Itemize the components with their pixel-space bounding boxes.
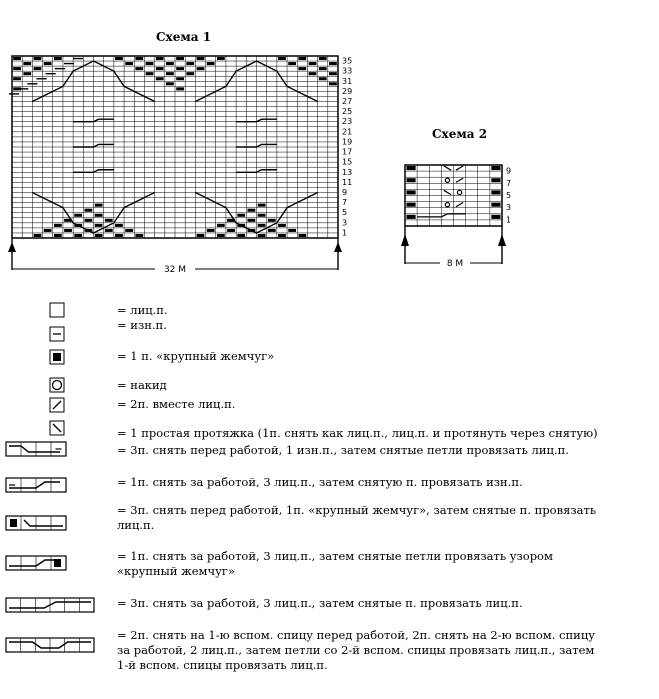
legend-text: = 3п. снять перед работой, 1 изн.п., затем снятые петли провязать лиц.п. — [117, 443, 569, 457]
row-number-label: 15 — [342, 157, 353, 167]
chart1-cells — [12, 56, 338, 238]
chart2-width-label: 8 М — [446, 259, 464, 269]
legend-text: = 1п. снять за работой, 3 лиц.п., затем снятые петли провязать узором «крупный жемчуг» — [117, 549, 553, 578]
row-number-label: 7 — [342, 198, 348, 208]
row-number-label: 29 — [342, 86, 353, 96]
legend-text: = лиц.п. — [117, 303, 168, 317]
cable-2-2-2-icon — [5, 637, 95, 653]
chart2-title: Схема 2 — [432, 127, 488, 141]
row-number-label: 11 — [342, 177, 353, 187]
row-number-label: 31 — [342, 76, 353, 86]
legend-text: = изн.п. — [117, 318, 167, 332]
slash-square-icon — [49, 397, 65, 413]
row-number-label: 3 — [506, 203, 512, 213]
legend-text: = 3п. снять за работой, 3 лиц.п., затем снятые п. провязать лиц.п. — [117, 596, 523, 610]
empty-square-icon — [49, 302, 65, 318]
row-number-label: 35 — [342, 56, 353, 66]
row-number-label: 13 — [342, 167, 353, 177]
filled-square-icon — [49, 349, 65, 365]
row-number-label: 23 — [342, 117, 353, 127]
row-number-label: 19 — [342, 137, 353, 147]
row-number-label: 27 — [342, 97, 353, 106]
row-number-label: 33 — [342, 66, 353, 76]
row-number-label: 1 — [506, 215, 512, 225]
row-number-label: 9 — [342, 188, 348, 197]
legend-text: = 1 простая протяжка (1п. снять как лиц.п., лиц.п. и протянуть через снятую) — [117, 426, 598, 440]
row-number-label: 9 — [506, 166, 512, 176]
row-number-label: 5 — [506, 191, 512, 200]
circle-square-icon — [49, 377, 65, 393]
chart1-row-labels — [342, 57, 352, 238]
backslash-square-icon — [49, 420, 65, 436]
legend-text: = накид — [117, 378, 167, 392]
legend-text: = 2п. вместе лиц.п. — [117, 397, 236, 411]
chart1-title: Схема 1 — [156, 30, 212, 44]
legend-text: = 1п. снять за работой, 3 лиц.п., затем снятую п. провязать изн.п. — [117, 475, 523, 489]
row-number-label: 25 — [342, 107, 353, 117]
cable-right-pearl-icon — [5, 555, 67, 571]
legend-text: = 1 п. «крупный жемчуг» — [117, 349, 275, 363]
legend-text: = 2п. снять на 1-ю вспом. спицу перед работой, 2п. снять на 2-ю вспом. спицу за работой, 2 лиц.п., затем петли со 2-й вспом. спицы провязать лиц.п., затем 1-й вспом. спицы провязать лиц.п. — [117, 628, 595, 672]
legend-text: = 3п. снять перед работой, 1п. «крупный жемчуг», затем снятые п. провязать лиц.п. — [117, 503, 597, 532]
chart1-width-label: 32 М — [163, 265, 187, 275]
chart1-grid — [0, 0, 659, 290]
row-number-label: 17 — [342, 147, 353, 157]
cable-3-3-icon — [5, 597, 95, 613]
cable-left-3-1-icon — [5, 441, 67, 457]
chart1-width-dimension — [8, 238, 342, 275]
cable-left-pearl-icon — [5, 515, 67, 531]
dash-square-icon — [49, 326, 65, 342]
cable-right-1-3-icon — [5, 477, 67, 493]
row-number-label: 21 — [342, 127, 353, 137]
row-number-label: 7 — [506, 178, 512, 188]
row-number-label: 3 — [342, 218, 348, 228]
row-number-label: 5 — [342, 208, 348, 218]
row-number-label: 1 — [342, 228, 348, 238]
